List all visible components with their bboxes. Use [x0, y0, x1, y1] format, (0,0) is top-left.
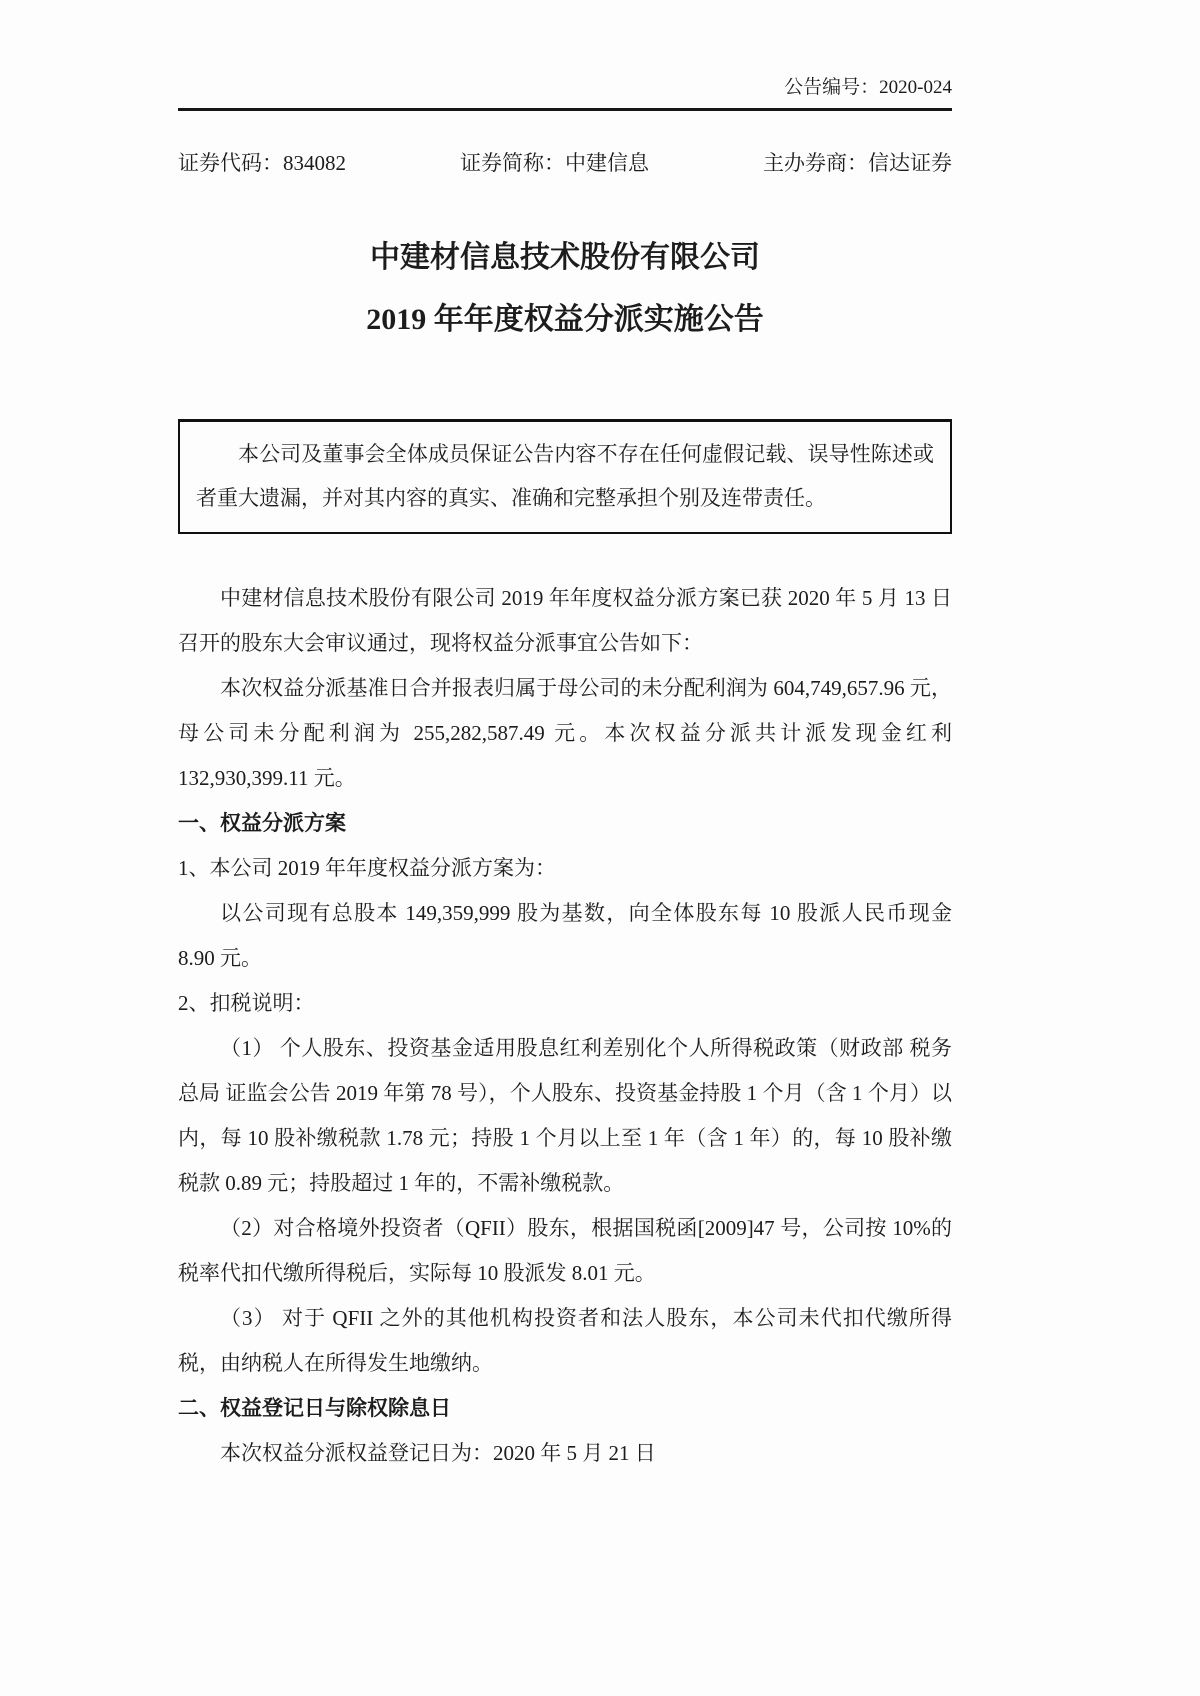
disclaimer-text: 本公司及董事会全体成员保证公告内容不存在任何虚假记载、误导性陈述或者重大遗漏，并对其内容的真实、准确和完整承担个别及连带责任。	[196, 442, 934, 510]
stock-code: 证券代码：834082	[178, 151, 346, 175]
page-title: 中建材信息技术股份有限公司	[370, 241, 760, 274]
header-divider	[178, 108, 952, 111]
sponsor-broker: 主办券商：信达证券	[763, 151, 952, 175]
record-date-line: 本次权益分派权益登记日为：2020 年 5 月 21 日	[220, 1441, 656, 1465]
tax-note-2: （2）对合格境外投资者（QFII）股东，根据国税函[2009]47 号，公司按 10%的税率代扣代缴所得税后，实际每 10 股派发 8.01 元。	[178, 1216, 952, 1285]
section-1-item-1-body: 以公司现有总股本 149,359,999 股为基数，向全体股东每 10 股派人民币现金 8.90 元。	[178, 901, 952, 970]
section-2-heading: 二、权益登记日与除权除息日	[178, 1397, 451, 1420]
doc-number: 公告编号：2020-024	[784, 77, 952, 98]
tax-note-3: （3） 对于 QFII 之外的其他机构投资者和法人股东，本公司未代扣代缴所得税，由纳税人在所得发生地缴纳。	[178, 1306, 952, 1375]
security-info-row	[178, 147, 952, 177]
tax-note-1: （1） 个人股东、投资基金适用股息红利差别化个人所得税政策（财政部 税务总局 证监会公告 2019 年第 78 号），个人股东、投资基金持股 1 个月（含 1 个月）以内，每 10 股补缴税款 1.78 元；持股 1 个月以上至 1 年（含 1 年）的，每 10 股补缴税款 0.89 元；持股超过 1 年的，不需补缴税款。	[178, 1036, 952, 1195]
stock-short-name: 证券简称：中建信息	[460, 151, 649, 175]
page-content	[178, 0, 952, 1476]
intro-paragraph-2: 本次权益分派基准日合并报表归属于母公司的未分配利润为 604,749,657.96 元，母公司未分配利润为 255,282,587.49 元。本次权益分派共计派发现金红利 132,930,399.11 元。	[178, 676, 952, 790]
section-1-item-1-label: 1、本公司 2019 年年度权益分派方案为：	[178, 856, 556, 880]
section-1-heading: 一、权益分派方案	[178, 812, 346, 835]
disclaimer-box	[178, 419, 952, 534]
page-subtitle: 2019 年年度权益分派实施公告	[366, 303, 764, 336]
section-1-item-2-label: 2、扣税说明：	[178, 991, 315, 1015]
intro-paragraph-1: 中建材信息技术股份有限公司 2019 年年度权益分派方案已获 2020 年 5 月 13 日召开的股东大会审议通过，现将权益分派事宜公告如下：	[178, 586, 952, 655]
document-body	[178, 576, 952, 1476]
